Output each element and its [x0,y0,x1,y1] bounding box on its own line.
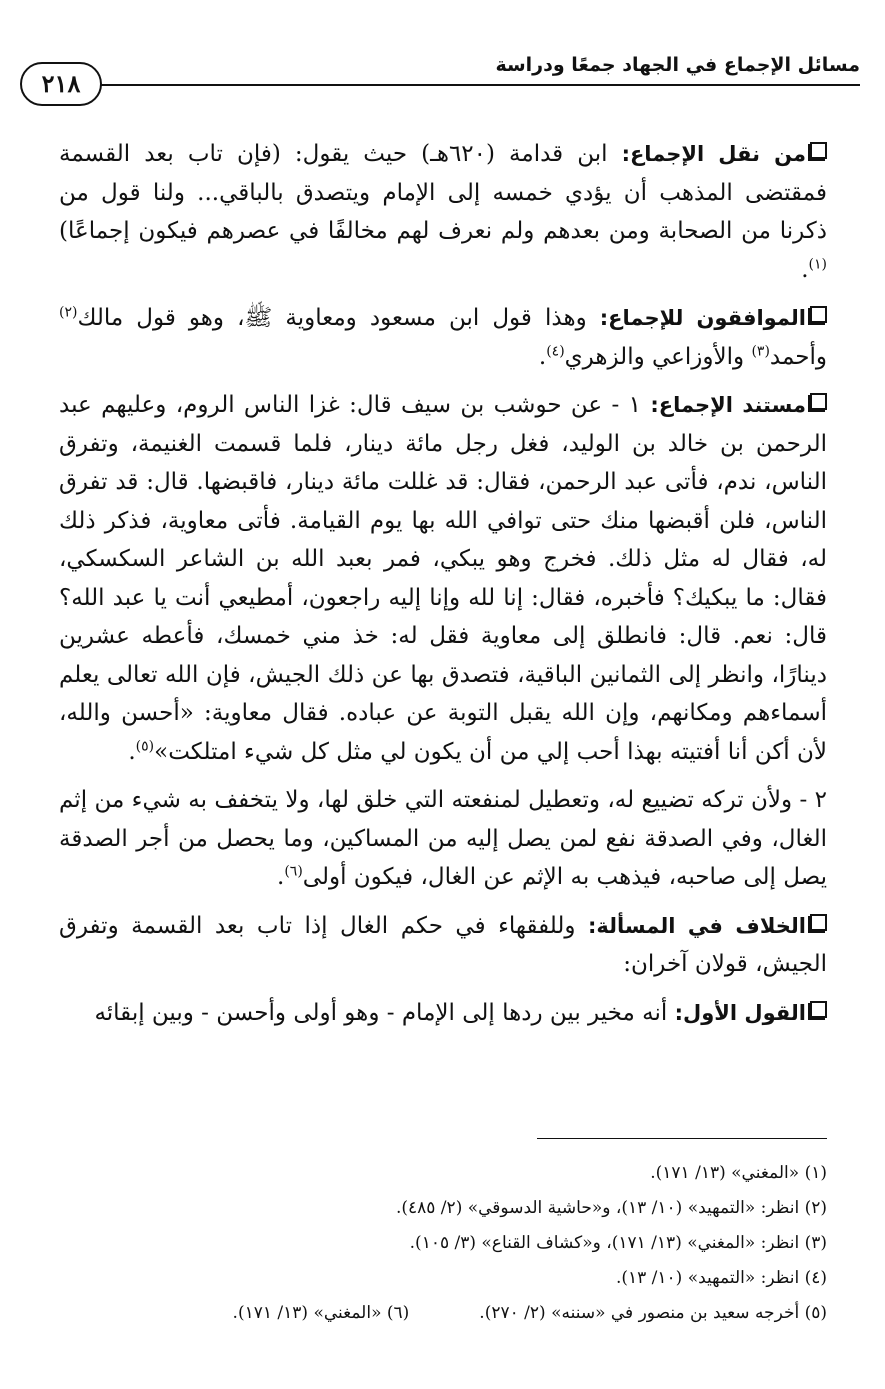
paragraph-text: والأوزاعي والزهري [564,343,752,370]
page-header [20,48,860,108]
footnote: (٣) انظر: «المغني» (١٣/ ١٧١)، و«كشاف القناع» (٣/ ١٠٥). [409,1233,827,1253]
footnote-ref: (١) [808,255,827,272]
paragraph-tail: . [128,738,136,765]
paragraph-text: ابن قدامة (٦٢٠هـ) حيث يقول: (فإن تاب بعد القسمة فمقتضى المذهب أن يؤدي خمسه إلى الإمام ويتصدق بالباقي... ولنا قول من ذكرنا من الصحابة ومن بعدهم ولم نعرف لهم مخالفًا في عصرهم فيكون إجماعًا) [59,141,827,244]
footnote: (٥) أخرجه سعيد بن منصور في «سننه» (٢/ ٢٧٠). [479,1303,827,1323]
footnote: (٤) انظر: «التمهيد» (١٠/ ١٣). [615,1268,827,1288]
paragraph-tail: . [538,343,547,370]
footnotes [59,1156,827,1331]
section-heading: مستند الإجماع: [650,393,806,417]
paragraph-transmitter [59,135,827,289]
square-bullet-icon [810,393,827,410]
paragraph-tail: . [801,256,809,283]
paragraph-text: وللفقهاء في حكم الغال إذا تاب بعد القسمة وتفرق الجيش، قولان آخران: [59,912,827,977]
footnote-ref: (٣) [751,342,770,359]
main-text [59,135,827,1042]
paragraph-evidence [59,386,827,771]
paragraph-evidence-2 [59,781,827,897]
square-bullet-icon [810,1001,827,1018]
footnote: (٢) انظر: «التمهيد» (١٠/ ١٣)، و«حاشية الدسوقي» (٢/ ٤٨٥). [395,1198,827,1218]
footnote-ref: (٥) [135,737,155,754]
paragraph-text: وأحمد [769,343,827,370]
paragraph-disagreement [59,907,827,984]
square-bullet-icon [810,306,827,323]
paragraph-first-opinion [59,994,827,1033]
square-bullet-icon [810,914,827,931]
footnote-row [59,1296,827,1331]
section-heading: الخلاف في المسألة: [588,913,806,938]
square-bullet-icon [810,142,827,159]
section-heading: من نقل الإجماع: [621,142,806,166]
running-title: مسائل الإجماع في الجهاد جمعًا ودراسة [495,54,860,76]
footnote-ref: (٦) [284,863,303,880]
footnote: (١) «المغني» (١٣/ ١٧١). [650,1163,827,1183]
paragraph-text: وهذا قول ابن مسعود ومعاوية ﷺ، وهو قول مالك [77,305,600,331]
footnote-ref: (٢) [59,304,78,321]
section-heading: القول الأول: [674,1000,806,1025]
paragraph-text: أنه مخير بين ردها إلى الإمام - وهو أولى وأحسن - وبين إبقائه [94,999,675,1026]
page-number: ٢١٨ [20,62,102,106]
paragraph-tail: . [277,864,285,890]
paragraph-agreeing [59,299,827,376]
paragraph-text: ٢ - ولأن تركه تضييع له، وتعطيل لمنفعته التي خلق لها، ولا يتخفف به شيء من إثم الغال، وفي الصدقة نفع لمن يصل إليه من المساكين، وما يحصل من أجر الصدقة يصل إلى صاحبه، فيذهب به الإثم عن الغال، فيكون أولى [59,787,827,890]
section-heading: الموافقون للإجماع: [599,306,806,330]
footnote-separator [537,1138,827,1139]
footnote-ref: (٤) [546,342,565,359]
paragraph-text: ١ - عن حوشب بن سيف قال: غزا الناس الروم، وعليهم عبد الرحمن بن خالد بن الوليد، فغل رجل مائة دينار، فلما قسمت الغنيمة، وتفرق الناس، ندم، فأتى عبد الرحمن، فقال: قد غللت مائة دينار، فاقبضها. قال: قد تفرق الناس، فلن أقبضها منك حتى توافي الله بها يوم القيامة. فأتى معاوية، فذكر ذلك له، فقال له مثل ذلك. فخرج وهو يبكي، فمر بعبد الله بن الشاعر السكسكي، فقال: ما يبكيك؟ فأخبره، فقال: إنا لله وإنا إليه راجعون، أمطيعي أنت يا عبد الله؟ قال: نعم. قال: فانطلق إلى معاوية فقل له: خذ مني خمسك، فأعطه عشرين دينارًا، وانظر إلى الثمانين الباقية، فتصدق بها عن ذلك الجيش، فإن الله تعالى يعلم أسماءهم ومكانهم، وإن الله يقبل التوبة عن عباده. فقال معاوية: «أحسن والله، لأن أكن أنا أفتيته بهذا أحب إلي من أن يكون لي مثل كل شيء امتلكت» [59,392,827,765]
header-rule [100,84,860,86]
footnote: (٦) «المغني» (١٣/ ١٧١). [232,1303,410,1323]
